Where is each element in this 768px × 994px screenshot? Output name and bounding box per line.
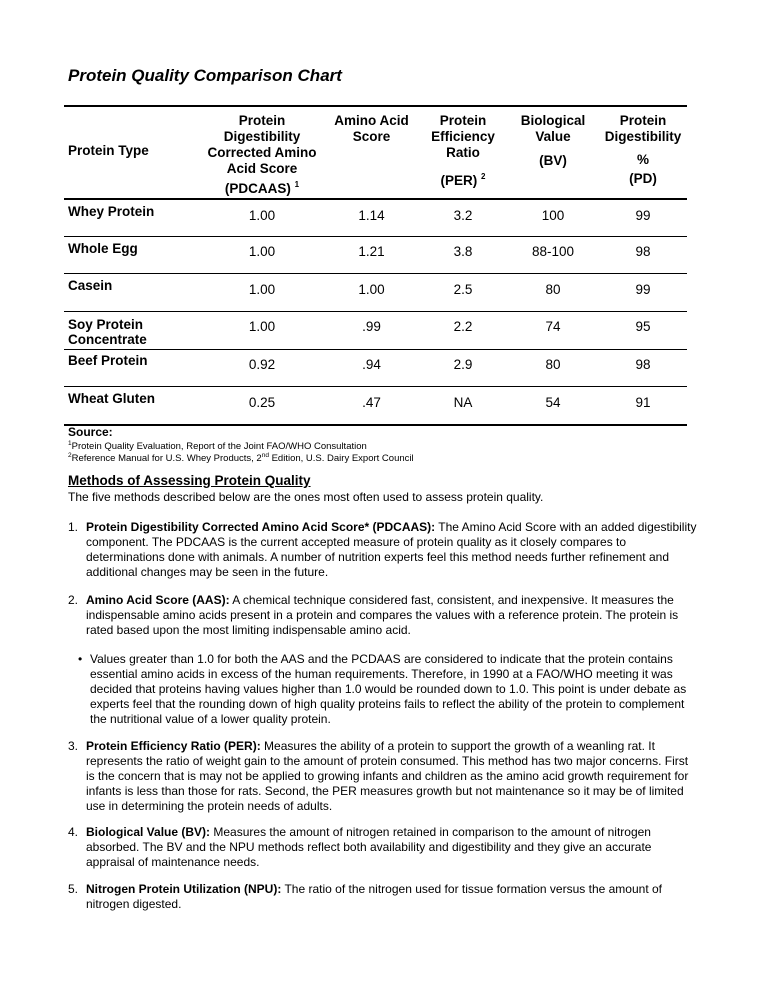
footnote-2: $^2$Reference Manual for U.S. Whey Products, 2nd Edition, U.S. Dairy Export Council bbox=[68, 452, 414, 464]
methods-intro: The five methods described below are the ones most often used to assess protein quality. bbox=[68, 490, 544, 504]
header-bv: Biological Value (BV) bbox=[520, 113, 586, 168]
method-item-bv: 4. Biological Value (BV): Measures the amount of nitrogen retained in comparison to the amount of nitrogen absorbed. The BV and the NPU methods reflect both availability and digestibility and they give an accurate appraisal of maintenance needs. bbox=[68, 825, 652, 869]
method-item-per: 3. Protein Efficiency Ratio (PER): Measures the ability of a protein to support the growth of a weanling rat. It represents the ratio of weight gain to the amount of protein consumed. This method has two major concerns. First is the concern that is may not be applied to growing infants and children as the amino acid growth requirement for infants is less than those for rats. Second, the PER measures growth but not maintenance so it may be of limited use in determining the protein needs of adults. bbox=[68, 739, 689, 813]
table-top-rule bbox=[64, 105, 687, 107]
row-divider bbox=[64, 386, 687, 387]
methods-heading: Methods of Assessing Protein Quality bbox=[68, 473, 311, 488]
document-page: Protein Quality Comparison Chart Protein Type Protein Digestibility Corrected Amino Acid Score (PDCAAS) $^1$ Amino Acid Score Protein Efficiency Ratio (PER) $^2$ Biological Value (BV) Protein Digestibility % (PD) Whey Protein 1.00 1.14 3.2 100 99 Whole Egg 1.00 1.21 3.8 88-100 98 Casein 1.00 1.00 2.5 80 99 Soy Protein Concentrate 1.00 .99 2.2 74 95 Beef Protein 0.92 .94 2.9 80 98 Wheat Gluten 0.25 .47 NA 54 91 Source: $^1$Protein Quality Evaluation, Report of the Joint FAO/WHO Consultation $^2$Reference Manual for U.S. Whey Products, 2nd Edition, U.S. Dairy Export Council Methods of Assessing Protein Quality The five methods described below are the ones most often used to assess protein quality. 1. Protein Digestibility Corrected Amino Acid Score* (PDCAAS): The Amino Acid Score with an added digestibility component. The PDCAAS is the current accepted measure of protein quality as it closely compares to determinations done with animals. A number of nutrition experts feel this method needs further refinement and additional changes may be seen in the future. 2. Amino Acid Score (AAS): A chemical technique considered fast, consistent, and inexpensive. It measures the indispensable amino acids present in a protein and compares the values with a reference protein. The protein is rated based upon the most limiting indispensable amino acid. • Values greater than 1.0 for both the AAS and the PCDAAS are considered to indicate that the protein contains essential amino acids in excess of the human requirements. Therefore, in 1990 at a FAO/WHO meeting it was decided that proteins having values higher than 1.0 would be rounded down to 1.0. This point is under debate as experts feel that the rounding down of high quality proteins fails to reflect the ability of the protein to complement the nutritional value of a lower quality protein. 3. Protein Efficiency Ratio (PER): Measures the ability of a protein to support the growth of a weanling rat. It represents the ratio of weight gain to the amount of protein consumed. This method has two major concerns. First is the concern that is may not be applied to growing infants and children as the amino acid growth requirement for infants is less than those for rats. Second, the PER measures growth but not maintenance so it may be of limited use in determining the protein needs of adults. 4. Biological Value (BV): Measures the amount of nitrogen retained in comparison to the amount of nitrogen absorbed. The BV and the NPU methods reflect both availability and digestibility and they give an accurate appraisal of maintenance needs. 5. Nitrogen Protein Utilization (NPU): The ratio of the nitrogen used for tissue formation versus the amount of nitrogen digested. bbox=[0, 0, 768, 994]
header-pd: Protein Digestibility % (PD) bbox=[604, 113, 682, 186]
table-bottom-rule bbox=[64, 424, 687, 426]
row-divider bbox=[64, 236, 687, 237]
page-title: Protein Quality Comparison Chart bbox=[68, 66, 342, 85]
footnote-1: $^1$Protein Quality Evaluation, Report of the Joint FAO/WHO Consultation bbox=[68, 440, 367, 452]
method-item-npu: 5. Nitrogen Protein Utilization (NPU): The ratio of the nitrogen used for tissue formation versus the amount of nitrogen digested. bbox=[68, 882, 662, 911]
header-per: Protein Efficiency Ratio (PER) $^2$ bbox=[431, 113, 495, 188]
header-aas: Amino Acid Score bbox=[334, 113, 409, 144]
row-divider bbox=[64, 349, 687, 350]
header-protein-type: Protein Type bbox=[68, 143, 149, 158]
header-pdcaas: Protein Digestibility Corrected Amino Acid Score (PDCAAS) $^1$ bbox=[207, 113, 317, 196]
method-note-bullet: • Values greater than 1.0 for both the AAS and the PCDAAS are considered to indicate that the protein contains essential amino acids in excess of the human requirements. Therefore, in 1990 at a FAO/WHO meeting it was decided that proteins having values higher than 1.0 would be rounded down to 1.0. This point is under debate as experts feel that the rounding down of high quality proteins fails to reflect the ability of the protein to complement the nutritional value of a lower quality protein. bbox=[78, 652, 687, 726]
row-divider bbox=[64, 273, 687, 274]
method-item-aas: 2. Amino Acid Score (AAS): A chemical technique considered fast, consistent, and inexpensive. It measures the indispensable amino acids present in a protein and compares the values with a reference protein. The protein is rated based upon the most limiting indispensable amino acid. bbox=[68, 593, 679, 637]
source-label: Source: bbox=[68, 425, 113, 439]
table-header-rule bbox=[64, 198, 687, 200]
row-divider bbox=[64, 311, 687, 312]
method-item-pdcaas: 1. Protein Digestibility Corrected Amino Acid Score* (PDCAAS): The Amino Acid Score with an added digestibility component. The PDCAAS is the current accepted measure of protein quality as it closely compares to determinations done with animals. A number of nutrition experts feel this method needs further refinement and additional changes may be seen in the future. bbox=[68, 520, 697, 579]
